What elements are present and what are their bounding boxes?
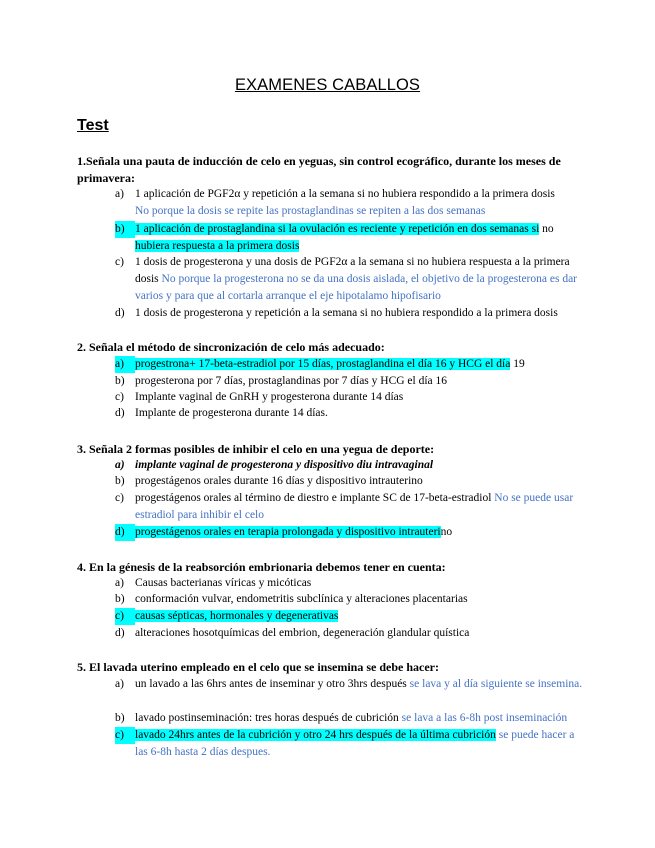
- question-5: 5. El lavada uterino empleado en el celo que se insemina se debe hacer:: [77, 660, 439, 674]
- option-marker: c): [115, 608, 135, 625]
- option-marker: b): [115, 712, 125, 724]
- q1-option-d: [115, 305, 585, 322]
- option-note: No porque la progesterona no se da una dosis aislada, el objetivo de la progesterona es dar varios y para que al cortarla arranque el eje hipotalamo hipofisario: [135, 273, 577, 302]
- q3-option-b: [115, 473, 585, 490]
- question-4: 4. En la génesis de la reabsorción embrionaria debemos tener en cuenta:: [77, 560, 446, 574]
- question-3: 3. Señala 2 formas posibles de inhibir el celo en una yegua de deporte:: [77, 442, 435, 456]
- option-text: Implante de progesterona durante 14 días.: [135, 407, 328, 419]
- section-heading: Test: [77, 117, 109, 134]
- q2-option-b: [115, 373, 585, 390]
- q4-option-d: [115, 625, 585, 642]
- option-marker: d): [115, 627, 125, 639]
- q3-option-d: [115, 524, 585, 541]
- option-marker: d): [115, 524, 135, 541]
- option-text: un lavado a las 6hrs antes de inseminar y otro 3hrs después: [135, 678, 410, 690]
- option-marker: a): [115, 188, 124, 200]
- option-text: progesterona por 7 días, prostaglandinas por 7 días y HCG el día 16: [135, 375, 448, 387]
- q5-option-b: [115, 710, 585, 727]
- q1-option-c: [115, 254, 585, 302]
- document-title: EXAMENES CABALLOS: [234, 76, 421, 94]
- option-marker: d): [115, 407, 125, 419]
- option-marker: b): [115, 593, 125, 605]
- option-text: Causas bacterianas víricas y micóticas: [135, 577, 312, 589]
- option-text: conformación vulvar, endometritis subclínica y alteraciones placentarias: [135, 593, 468, 605]
- option-marker: b): [115, 475, 125, 487]
- question-2: 2. Señala el método de sincronización de celo más adecuado:: [77, 340, 385, 354]
- option-text: Implante vaginal de GnRH y progesterona durante 14 días: [135, 391, 404, 403]
- option-marker: b): [115, 221, 135, 238]
- option-highlighted-text: progestágenos orales en terapia prolongada y dispositivo intrauteri: [135, 526, 441, 538]
- option-marker: b): [115, 375, 125, 387]
- q1-option-b: [115, 221, 585, 252]
- option-marker: a): [115, 678, 124, 690]
- q3-option-c: [115, 490, 585, 521]
- question-1: 1.Señala una pauta de inducción de celo en yeguas, sin control ecográfico, durante los meses de primavera:: [77, 154, 561, 185]
- option-note: se puede hacer a las 6-8h hasta 2 días despues.: [135, 729, 575, 758]
- q4-option-b: [115, 591, 585, 608]
- option-marker: a): [115, 356, 135, 373]
- option-marker: c): [115, 492, 124, 504]
- q1-option-a: [115, 186, 585, 217]
- option-text: progestágenos orales durante 16 días y dispositivo intrauterino: [135, 475, 423, 487]
- option-marker: a): [115, 459, 125, 471]
- option-note: se lava a las 6-8h post inseminación: [401, 712, 568, 724]
- q2-option-a: [115, 356, 585, 373]
- q5-option-c: [115, 727, 585, 758]
- option-marker: c): [115, 727, 135, 744]
- q4-option-a: [115, 575, 585, 592]
- option-text: no: [539, 223, 554, 235]
- q5-option-a: [115, 676, 585, 693]
- option-note: se lava y al día siguiente se insemina.: [409, 678, 583, 690]
- option-text: 1 aplicación de PGF2α y repetición a la semana si no hubiera respondido a la primera dosis: [135, 188, 555, 200]
- option-text: 19: [510, 358, 525, 370]
- q4-option-c: [115, 608, 585, 625]
- option-text: alteraciones hosotquímicas del embrion, degeneración glandular quística: [135, 627, 470, 639]
- option-text: implante vaginal de progesterona y dispositivo diu intravaginal: [135, 459, 434, 471]
- option-text: no: [440, 526, 453, 538]
- q2-option-d: [115, 405, 585, 422]
- option-text: 1 dosis de progesterona y una dosis de PGF2α a la semana si no hubiera respuesta a la primera dosis: [135, 256, 570, 285]
- option-text: lavado postinseminación: tres horas después de cubrición: [135, 712, 402, 724]
- q2-option-c: [115, 389, 585, 406]
- option-marker: a): [115, 577, 124, 589]
- option-marker: c): [115, 391, 124, 403]
- option-note: No porque la dosis se repite las prostaglandinas se repiten a las dos semanas: [135, 205, 486, 217]
- option-highlighted-text-2: hubiera respuesta a la primera dosis: [135, 240, 300, 252]
- option-marker: c): [115, 256, 124, 268]
- option-highlighted-text: progestrona+ 17-beta-estradiol por 15 días, prostaglandina el día 16 y HCG el día: [135, 358, 511, 370]
- option-note: No se puede usar estradiol para inhibir el celo: [135, 492, 574, 521]
- option-highlighted-text: lavado 24hrs antes de la cubrición y otro 24 hrs después de la última cubrición: [135, 729, 496, 741]
- option-text: progestágenos orales al término de diestro e implante SC de 17-beta-estradiol: [135, 492, 495, 504]
- option-text: 1 dosis de progesterona y repetición a la semana si no hubiera respondido a la primera dosis: [135, 307, 558, 319]
- option-marker: d): [115, 307, 125, 319]
- option-highlighted-text: causas sépticas, hormonales y degenerativas: [135, 610, 339, 622]
- q3-option-a: [115, 457, 585, 474]
- option-highlighted-text: 1 aplicación de prostaglandina si la ovulación es reciente y repetición en dos semanas si: [135, 223, 540, 235]
